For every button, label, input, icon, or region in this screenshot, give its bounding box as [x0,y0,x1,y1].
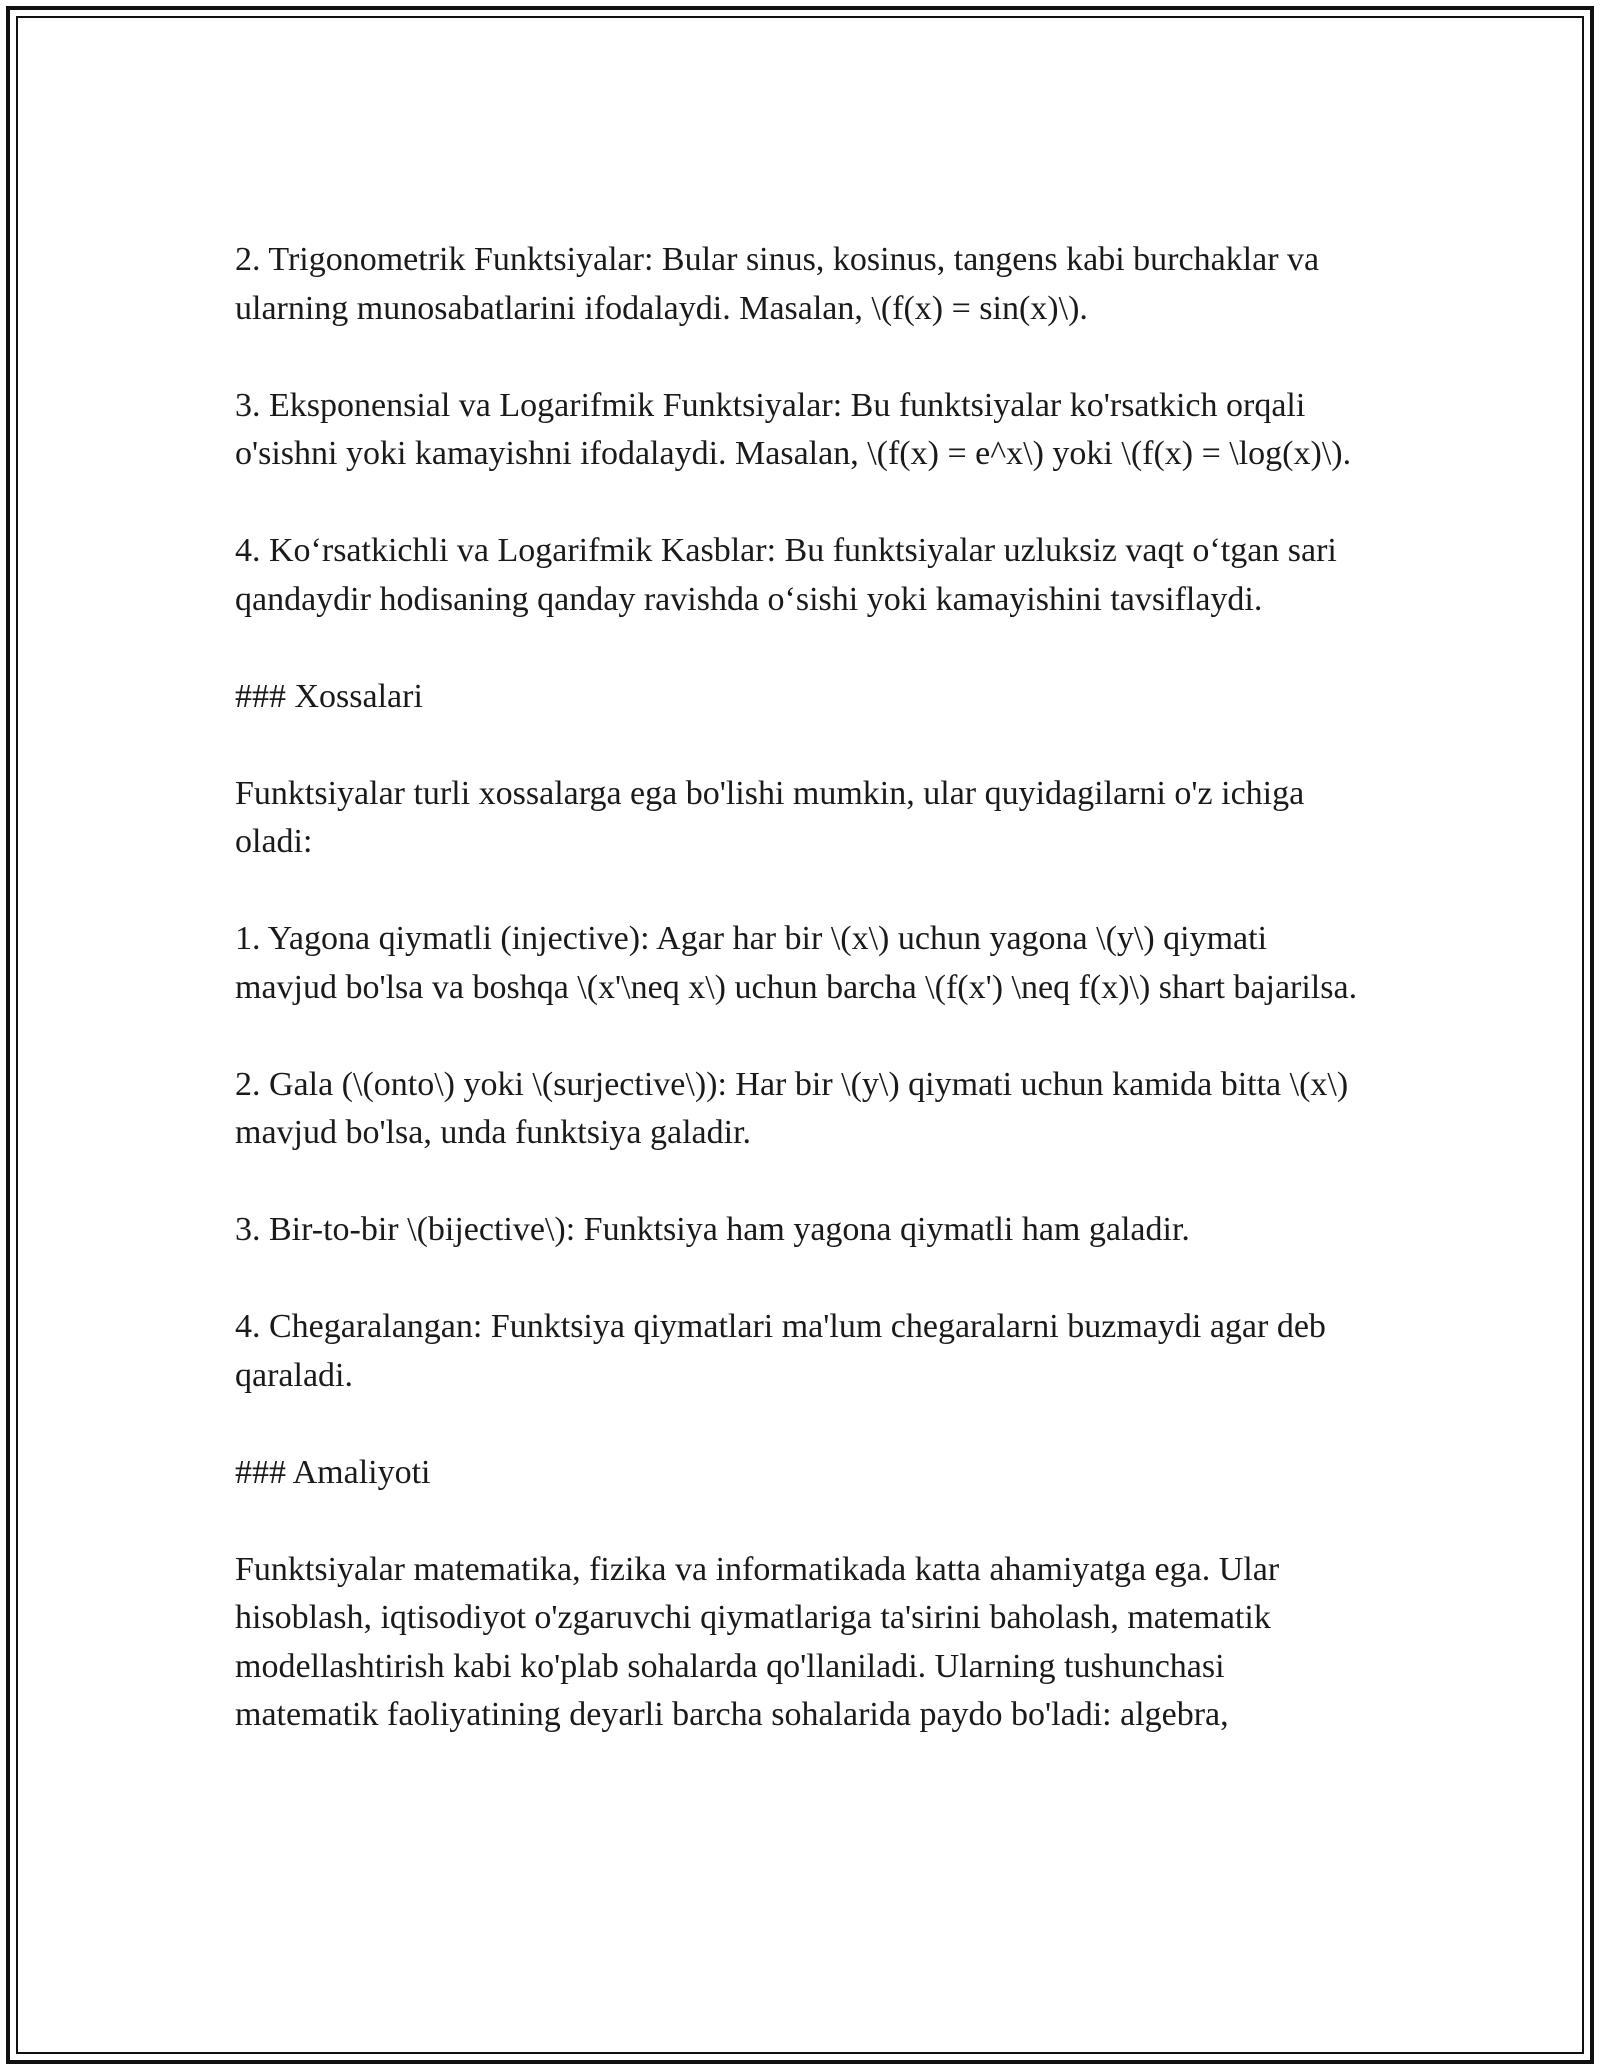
paragraph-exponential-logarithmic-functions: 3. Eksponensial va Logarifmik Funktsiyalar: Bu funktsiyalar ko'rsatkich orqali o'sishni yoki kamayishni ifodalaydi. Masalan, \(f(x) = e^x\) yoki \(f(x) = \log(x)\). [235,386,1352,472]
paragraph-surjective: 2. Gala (\(onto\) yoki \(surjective\)): Har bir \(y\) qiymati uchun kamida bitta \(x\) mavjud bo'lsa, unda funktsiya galadir. [235,1065,1349,1151]
paragraph-applications: Funktsiyalar matematika, fizika va informatikada katta ahamiyatga ega. Ular hisoblash, iqtisodiyot o'zgaruvchi qiymatlariga ta'sirini baholash, matematik modellashtirish kabi ko'plab sohalarda qo'llaniladi. Ularning tushunchasi matematik faoliyatining deyarli barcha sohalarida paydo bo'ladi: algebra, [235,1550,1280,1733]
paragraph-trigonometric-functions: 2. Trigonometrik Funktsiyalar: Bular sinus, kosinus, tangens kabi burchaklar va ularning munosabatlarini ifodalaydi. Masalan, \(f(x) = sin(x)\). [235,241,1320,327]
heading-properties: ### Xossalari [235,677,423,715]
document-body [235,236,1370,1788]
paragraph-exponential-logarithmic-processes: 4. Koʻrsatkichli va Logarifmik Kasblar: Bu funktsiyalar uzluksiz vaqt oʻtgan sari qandaydir hodisaning qanday ravishda oʻsishi yoki kamayishini tavsiflaydi. [235,532,1337,618]
paragraph-properties-intro: Funktsiyalar turli xossalarga ega bo'lishi mumkin, ular quyidagilarni o'z ichiga oladi: [235,774,1305,860]
paragraph-injective: 1. Yagona qiymatli (injective): Agar har bir \(x\) uchun yagona \(y\) qiymati mavjud bo'lsa va boshqa \(x'\neq x\) uchun barcha \(f(x') \neq f(x)\) shart bajarilsa. [235,920,1358,1006]
heading-applications: ### Amaliyoti [235,1453,431,1491]
paragraph-bijective: 3. Bir-to-bir \(bijective\): Funktsiya ham yagona qiymatli ham galadir. [235,1211,1190,1248]
paragraph-bounded: 4. Chegaralangan: Funktsiya qiymatlari ma'lum chegaralarni buzmaydi agar deb qaraladi. [235,1308,1326,1394]
